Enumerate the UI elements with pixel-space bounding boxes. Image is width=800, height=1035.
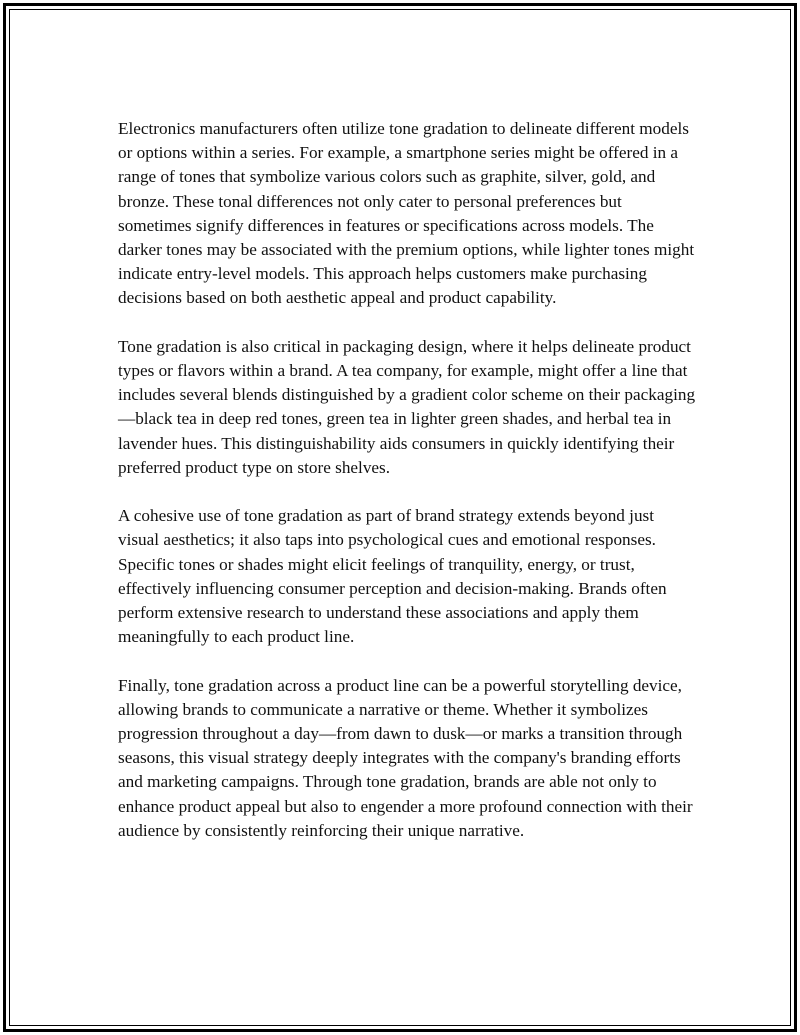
paragraph-2: Tone gradation is also critical in packaging design, where it helps delineate product types or flavors within a brand. A tea company, for example, might offer a line that includes several blends distinguished by a gradient color scheme on their packaging—black tea in deep red tones, green tea in lighter green shades, and herbal tea in lavender hues. This distinguishability aids consumers in quickly identifying their preferred product type on store shelves.: [118, 336, 696, 477]
paragraph-1: Electronics manufacturers often utilize tone gradation to delineate different models or options within a series. For example, a smartphone series might be offered in a range of tones that symbolize various colors such as graphite, silver, gold, and bronze. These tonal differences not only cater to personal preferences but sometimes signify differences in features or specifications across models. The darker tones may be associated with the premium options, while lighter tones might indicate entry-level models. This approach helps customers make purchasing decisions based on both aesthetic appeal and product capability.: [118, 119, 695, 308]
paragraph-3: A cohesive use of tone gradation as part of brand strategy extends beyond just visual aesthetics; it also taps into psychological cues and emotional responses. Specific tones or shades might elicit feelings of tranquility, energy, or trust, effectively influencing consumer perception and decision-making. Brands often perform extensive research to understand these associations and apply them meaningfully to each product line.: [118, 506, 667, 647]
paragraph-4: Finally, tone gradation across a product line can be a powerful storytelling device, allowing brands to communicate a narrative or theme. Whether it symbolizes progression throughout a day—from dawn to dusk—or marks a transition through seasons, this visual strategy deeply integrates with the company's branding efforts and marketing campaigns. Through tone gradation, brands are able not only to enhance product appeal but also to engender a more profound connection with their audience by consistently reinforcing their unique narrative.: [118, 675, 693, 840]
document-body: [118, 117, 698, 843]
